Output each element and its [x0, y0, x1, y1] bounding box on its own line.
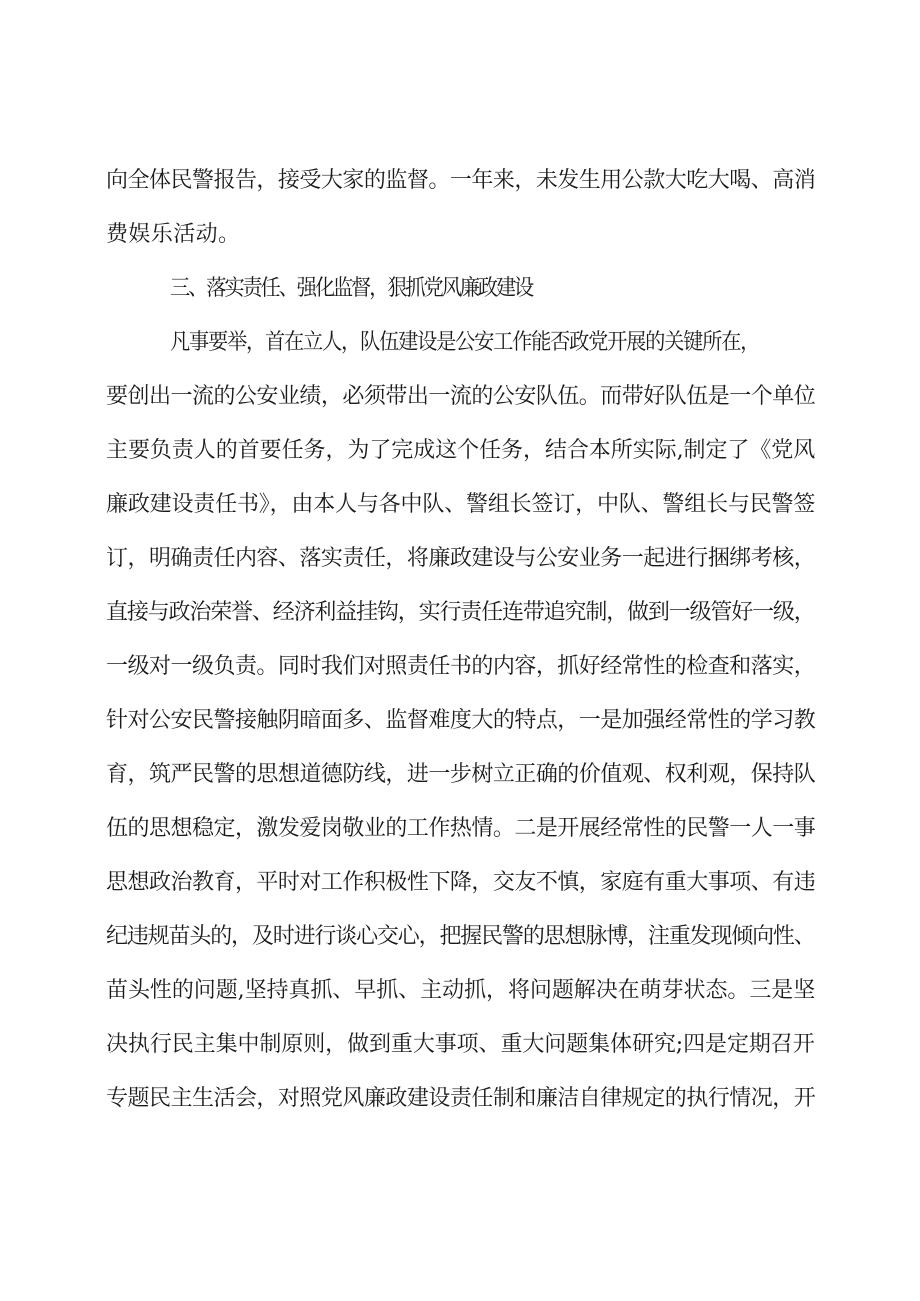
text-line: 育，筑严民警的思想道德防线，进一步树立正确的价值观、权利观，保持队 — [106, 762, 816, 787]
text-line: 思想政治教育，平时对工作积极性下降，交友不慎，家庭有重大事项、有违 — [106, 870, 816, 895]
text-line: 廉政建设责任书》，由本人与各中队、警组长签订，中队、警组长与民警签 — [106, 492, 816, 517]
text-line: 决执行民主集中制原则，做到重大事项、重大问题集体研究;四是定期召开 — [106, 1032, 815, 1057]
text-line: 直接与政治荣誉、经济利益挂钩，实行责任连带追究制，做到一级管好一级， — [106, 600, 815, 625]
text-line: 主要负责人的首要任务，为了完成这个任务，结合本所实际,制定了《党风 — [106, 438, 816, 463]
text-line: 苗头性的问题,坚持真抓、早抓、主动抓，将问题解决在萌芽状态。三是坚 — [106, 978, 816, 1003]
text-line: 专题民主生活会，对照党风廉政建设责任制和廉洁自律规定的执行情况，开 — [106, 1086, 816, 1111]
text-line: 伍的思想稳定，激发爱岗敬业的工作热情。二是开展经常性的民警一人一事 — [106, 816, 816, 841]
text-line: 一级对一级负责。同时我们对照责任书的内容，抓好经常性的检查和落实， — [106, 654, 816, 679]
text-line: 要创出一流的公安业绩，必须带出一流的公安队伍。而带好队伍是一个单位 — [106, 384, 816, 409]
text-line: 凡事要举，首在立人，队伍建设是公安工作能否政党开展的关键所在， — [170, 330, 760, 355]
text-line: 针对公安民警接触阴暗面多、监督难度大的特点，一是加强经常性的学习教 — [106, 708, 816, 733]
text-line: 费娱乐活动。 — [106, 222, 241, 247]
text-line: 向全体民警报告，接受大家的监督。一年来，未发生用公款大吃大喝、高消 — [106, 168, 816, 193]
text-line: 纪违规苗头的，及时进行谈心交心，把握民警的思想脉博，注重发现倾向性、 — [106, 924, 815, 949]
text-line: 订，明确责任内容、落实责任，将廉政建设与公安业务一起进行捆绑考核， — [106, 546, 816, 571]
section-heading: 三、落实责任、强化监督，狠抓党风廉政建设 — [170, 276, 533, 301]
